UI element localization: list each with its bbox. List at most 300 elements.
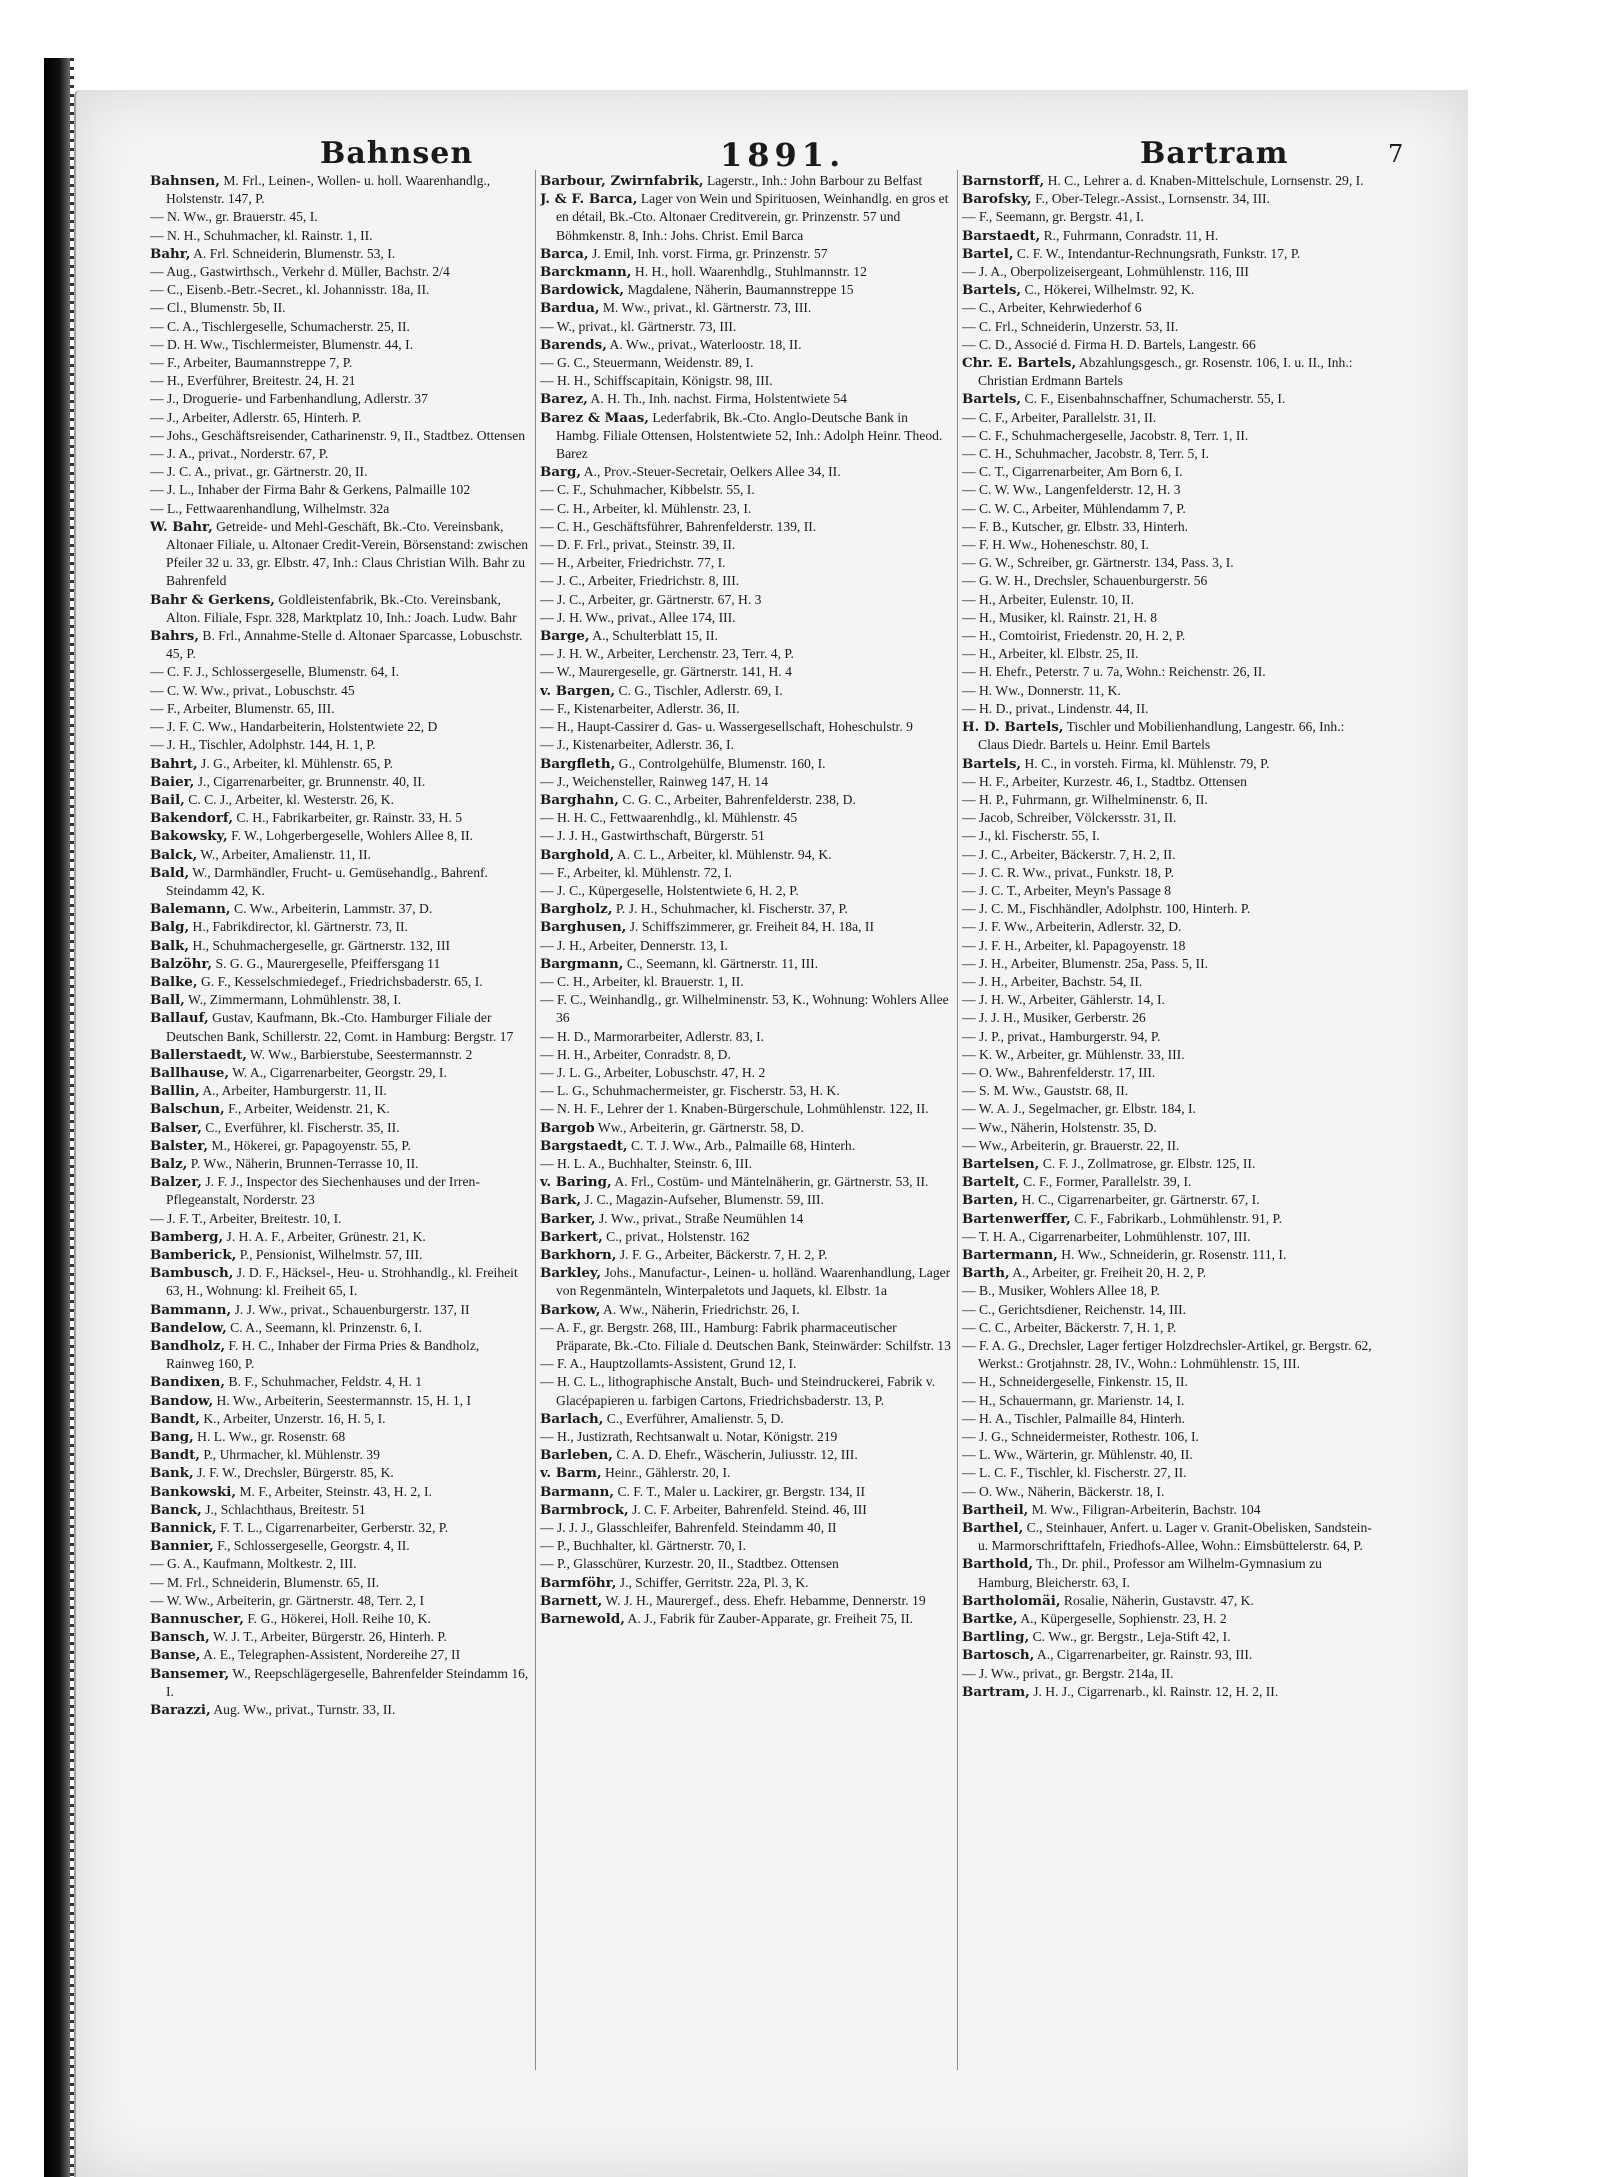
directory-entry [962, 955, 1374, 973]
directory-entry [540, 973, 952, 991]
directory-entry [540, 1119, 952, 1137]
entry-surname: Barnett, [540, 1592, 603, 1609]
directory-entry [150, 1137, 530, 1155]
entry-details: — J. G., Schneidermeister, Rothestr. 106, I. [962, 1429, 1199, 1445]
entry-details: — H., Arbeiter, kl. Elbstr. 25, II. [962, 646, 1139, 662]
directory-entry [150, 791, 530, 809]
entry-surname: Bartelsen, [962, 1155, 1040, 1172]
entry-details: — G. W., Schreiber, gr. Gärtnerstr. 134, Pass. 3, I. [962, 555, 1234, 571]
entry-surname: Balck, [150, 846, 198, 863]
entry-details: — H. A., Tischler, Palmaille 84, Hinterh. [962, 1410, 1185, 1426]
directory-entry [962, 1246, 1374, 1264]
entry-details: A. H. Th., Inh. nachst. Firma, Holstentwiete 54 [590, 391, 847, 407]
entry-details: J. Ww., privat., Straße Neumühlen 14 [599, 1210, 804, 1226]
directory-entry [150, 846, 530, 864]
directory-entry [150, 1210, 530, 1228]
directory-entry [540, 1301, 952, 1319]
entry-surname: Bartke, [962, 1611, 1018, 1628]
entry-details: — H. C. L., lithographische Anstalt, Buch- und Steindruckerei, Fabrik v. Glacépapieren u. farbigen Cartons, Friedrichsbaderstr. 13, P. [540, 1374, 936, 1408]
entry-surname: Barge, [540, 628, 590, 645]
entry-surname: Ballauf, [150, 1010, 209, 1027]
directory-entry [150, 518, 530, 591]
entry-details: — J. Ww., privat., gr. Bergstr. 214a, II. [962, 1665, 1174, 1681]
entry-surname: Bargmann, [540, 955, 624, 972]
entry-surname: Barkhorn, [540, 1246, 617, 1263]
entry-details: M., Hökerei, gr. Papagoyenstr. 55, P. [211, 1137, 411, 1153]
directory-entry [540, 190, 952, 245]
directory-entry [962, 1137, 1374, 1155]
directory-entry [962, 1173, 1374, 1191]
header-first-name: Bahnsen [320, 136, 474, 171]
entry-surname: Banck, [150, 1501, 202, 1518]
entry-details: J. F. W., Drechsler, Bürgerstr. 85, K. [197, 1465, 394, 1481]
entry-details: — J. H. W., Arbeiter, Gählerstr. 14, I. [962, 992, 1165, 1008]
directory-entry [540, 1100, 952, 1118]
directory-entry [540, 1610, 952, 1628]
entry-details: — L. G., Schuhmachermeister, gr. Fischerstr. 53, H. K. [540, 1083, 840, 1099]
directory-entry [150, 1373, 530, 1391]
directory-entry [150, 409, 530, 427]
entry-details: Aug. Ww., privat., Turnstr. 33, II. [213, 1702, 396, 1718]
entry-surname: Bahr, [150, 245, 191, 262]
entry-details: H. H., holl. Waarenhdlg., Stuhlmannstr. 12 [634, 264, 867, 280]
entry-details: — A. F., gr. Bergstr. 268, III., Hamburg: Fabrik pharmaceutischer Präparate, Bk.-Cto. Filiale d. Deutschen Bank, Steinwärder: Schilfstr. 13 [540, 1319, 951, 1353]
entry-details: — F. C., Weinhandlg., gr. Wilhelminenstr. 53, K., Wohnung: Wohlers Allee 36 [540, 992, 949, 1026]
directory-entry [540, 518, 952, 536]
directory-entry [962, 554, 1374, 572]
directory-entry [962, 281, 1374, 299]
directory-entry [150, 1665, 530, 1701]
directory-entry [150, 445, 530, 463]
entry-details: — N. Ww., gr. Brauerstr. 45, I. [150, 209, 318, 225]
directory-entry [540, 281, 952, 299]
entry-surname: Barthel, [962, 1520, 1024, 1537]
entry-details: — T. H. A., Cigarrenarbeiter, Lohmühlenstr. 107, III. [962, 1228, 1251, 1244]
directory-entry [150, 809, 530, 827]
directory-entry [150, 1064, 530, 1082]
directory-entry [150, 354, 530, 372]
directory-entry [540, 1155, 952, 1173]
directory-entry [962, 1028, 1374, 1046]
entry-surname: Barnstorff, [962, 173, 1045, 189]
directory-entry [150, 591, 530, 627]
directory-entry [962, 1555, 1374, 1591]
directory-entry [962, 536, 1374, 554]
entry-details: C. F., Eisenbahnschaffner, Schumacherstr. 55, I. [1024, 391, 1286, 407]
column-divider [957, 170, 958, 2070]
directory-entry [150, 1446, 530, 1464]
directory-entry [962, 227, 1374, 245]
directory-entry [962, 755, 1374, 773]
entry-details: Tischler und Mobilienhandlung, Langestr. 66, Inh.: Claus Diedr. Bartels u. Heinr. Emil Bartels [978, 719, 1345, 753]
directory-entry [540, 1137, 952, 1155]
entry-details: Getreide- und Mehl-Geschäft, Bk.-Cto. Vereinsbank, Altonaer Filiale, u. Altonaer Credit-Verein, Börsenstand: zwischen Pfeiler 32 u. 33, gr. Elbstr. 47, Inh.: Claus Christian Wilh. Bahr zu Bahrenfeld [166, 518, 529, 589]
entry-details: W. Ww., Barbierstube, Seestermannstr. 2 [250, 1046, 473, 1062]
entry-details: — G. A., Kaufmann, Moltkestr. 2, III. [150, 1556, 357, 1572]
entry-details: — J. J. H., Gastwirthschaft, Bürgerstr. 51 [540, 828, 765, 844]
entry-surname: Bardowick, [540, 282, 625, 299]
directory-entry [150, 1228, 530, 1246]
directory-entry [962, 208, 1374, 226]
entry-details: A., Prov.-Steuer-Secretair, Oelkers Allee 34, II. [583, 464, 841, 480]
entry-details: — K. W., Arbeiter, gr. Mühlenstr. 33, III. [962, 1046, 1185, 1062]
directory-entry [150, 1537, 530, 1555]
entry-surname: Balke, [150, 973, 198, 990]
entry-surname: Bartels, [962, 755, 1022, 772]
entry-details: A. Frl., Costüm- und Mäntelnäherin, gr. Gärtnerstr. 53, II. [614, 1174, 929, 1190]
entry-surname: Barghusen, [540, 919, 627, 936]
entry-details: — D. F. Frl., privat., Steinstr. 39, II. [540, 537, 736, 553]
entry-details: — H. L. A., Buchhalter, Steinstr. 6, III. [540, 1155, 753, 1171]
directory-entry [962, 973, 1374, 991]
directory-entry [540, 263, 952, 281]
entry-details: — J. L., Inhaber der Firma Bahr & Gerkens, Palmaille 102 [150, 482, 471, 498]
entry-details: — F., Kistenarbeiter, Adlerstr. 36, II. [540, 700, 740, 716]
directory-entry [962, 409, 1374, 427]
directory-entry [962, 700, 1374, 718]
entry-details: — L. C. F., Tischler, kl. Fischerstr. 27, II. [962, 1465, 1187, 1481]
entry-surname: Barkley, [540, 1265, 602, 1282]
directory-entry [150, 1646, 530, 1664]
directory-entry [540, 1028, 952, 1046]
entry-details: — J. F. H., Arbeiter, kl. Papagoyenstr. 18 [962, 937, 1186, 953]
entry-surname: Ballhause, [150, 1064, 230, 1081]
entry-details: — Jacob, Schreiber, Völckersstr. 31, II. [962, 810, 1177, 826]
directory-entry [962, 1610, 1374, 1628]
entry-details: P., Pensionist, Wilhelmstr. 57, III. [239, 1246, 423, 1262]
directory-entry [962, 1301, 1374, 1319]
directory-entry [150, 973, 530, 991]
entry-surname: Bandholz, [150, 1338, 226, 1354]
directory-entry [150, 1464, 530, 1482]
entry-details: C. F., Former, Parallelstr. 39, I. [1023, 1174, 1192, 1190]
directory-column-3 [962, 172, 1374, 2072]
directory-entry [540, 1555, 952, 1573]
entry-details: Johs., Manufactur-, Leinen- u. holländ. Waarenhandlung, Lager von Regenmänteln, Winterpaletots und Jaquets, kl. Elbstr. 1a [556, 1265, 951, 1299]
directory-entry [150, 1246, 530, 1264]
directory-entry [962, 1373, 1374, 1391]
entry-details: H. L. Ww., gr. Rosenstr. 68 [197, 1429, 346, 1445]
entry-details: A., Arbeiter, Hamburgerstr. 11, II. [202, 1083, 387, 1099]
entry-surname: Barmbrock, [540, 1501, 629, 1518]
entry-details: A., Arbeiter, gr. Freiheit 20, H. 2, P. [1012, 1265, 1207, 1281]
entry-details: — C. Frl., Schneiderin, Unzerstr. 53, II. [962, 318, 1179, 334]
entry-details: A. J., Fabrik für Zauber-Apparate, gr. Freiheit 75, II. [627, 1611, 914, 1627]
entry-details: C., Hökerei, Wilhelmstr. 92, K. [1024, 282, 1195, 298]
entry-details: B. F., Schuhmacher, Feldstr. 4, H. 1 [228, 1374, 423, 1390]
entry-details: C. H., Fabrikarbeiter, gr. Rainstr. 33, H. 5 [236, 810, 463, 826]
directory-entry [540, 645, 952, 663]
entry-surname: Bartermann, [962, 1246, 1058, 1263]
entry-details: M. Frl., Leinen-, Wollen- u. holl. Waarenhandlg., Holstenstr. 147, P. [166, 173, 491, 207]
entry-details: — N. H., Schuhmacher, kl. Rainstr. 1, II. [150, 227, 373, 243]
entry-details: — J. F. T., Arbeiter, Breitestr. 10, I. [150, 1210, 342, 1226]
entry-details: — W. A. J., Segelmacher, gr. Elbstr. 184, I. [962, 1101, 1196, 1117]
entry-details: — C., Arbeiter, Kehrwiederhof 6 [962, 300, 1142, 316]
entry-surname: Barlach, [540, 1410, 604, 1427]
entry-details: — H., Haupt-Cassirer d. Gas- u. Wassergesellschaft, Hoheschulstr. 9 [540, 719, 913, 735]
entry-details: — C. F., Schuhmacher, Kibbelstr. 55, I. [540, 482, 755, 498]
entry-details: — H., Arbeiter, Friedrichstr. 77, I. [540, 555, 726, 571]
entry-surname: Bahrt, [150, 755, 198, 772]
directory-entry [962, 1628, 1374, 1646]
entry-details: — C. F. J., Schlossergeselle, Blumenstr. 64, I. [150, 664, 400, 680]
entry-details: C., Everführer, Amalienstr. 5, D. [606, 1410, 784, 1426]
entry-details: — J. H., Tischler, Adolphstr. 144, H. 1, P. [150, 737, 376, 753]
entry-details: F., Schlossergeselle, Georgstr. 4, II. [217, 1538, 410, 1554]
entry-surname: Barez, [540, 391, 588, 408]
directory-entry [962, 518, 1374, 536]
entry-details: W., Darmhändler, Frucht- u. Gemüsehandlg., Bahrenf. Steindamm 42, K. [166, 864, 488, 898]
directory-entry [962, 190, 1374, 208]
directory-entry [962, 1519, 1374, 1555]
directory-entry [962, 1392, 1374, 1410]
directory-entry [962, 318, 1374, 336]
directory-entry [540, 1264, 952, 1300]
column-divider [535, 170, 536, 2070]
directory-entry [962, 1082, 1374, 1100]
entry-details: F. G., Hökerei, Holl. Reihe 10, K. [247, 1611, 431, 1627]
directory-entry [540, 372, 952, 390]
entry-surname: Bargob [540, 1119, 595, 1136]
entry-details: Th., Dr. phil., Professor am Wilhelm-Gymnasium zu Hamburg, Bleicherstr. 63, I. [978, 1556, 1322, 1590]
entry-details: J. H. J., Cigarrenarb., kl. Rainstr. 12, H. 2, II. [1033, 1683, 1279, 1699]
entry-details: M. F., Arbeiter, Steinstr. 43, H. 2, I. [239, 1483, 432, 1499]
directory-entry [962, 390, 1374, 408]
directory-entry [150, 463, 530, 481]
entry-details: — H., Schauermann, gr. Marienstr. 14, I. [962, 1392, 1185, 1408]
entry-details: — S. M. Ww., Gauststr. 68, II. [962, 1083, 1129, 1099]
entry-surname: Bartels, [962, 282, 1022, 299]
directory-entry [540, 1574, 952, 1592]
entry-surname: J. & F. Barca, [540, 191, 638, 208]
entry-details: — F., Arbeiter, Blumenstr. 65, III. [150, 700, 335, 716]
directory-entry [150, 1046, 530, 1064]
directory-entry [962, 299, 1374, 317]
entry-surname: Bargstaedt, [540, 1137, 628, 1154]
directory-entry [540, 991, 952, 1027]
directory-entry [150, 1610, 530, 1628]
entry-surname: Balster, [150, 1137, 209, 1154]
directory-entry [962, 882, 1374, 900]
entry-details: — J. A., privat., Norderstr. 67, P. [150, 446, 329, 462]
entry-surname: Balzöhr, [150, 955, 213, 972]
entry-details: — J. C. R. Ww., privat., Funkstr. 18, P. [962, 864, 1174, 880]
directory-entry [540, 736, 952, 754]
entry-details: — C. W. Ww., privat., Lobuschstr. 45 [150, 682, 355, 698]
entry-details: R., Fuhrmann, Conradstr. 11, H. [1043, 227, 1219, 243]
entry-details: H. C., Lehrer a. d. Knaben-Mittelschule, Lornsenstr. 29, I. [1047, 173, 1364, 188]
directory-entry [150, 1701, 530, 1719]
entry-details: — H. Ww., Donnerstr. 11, K. [962, 682, 1121, 698]
entry-details: P. Ww., Näherin, Brunnen-Terrasse 10, II. [190, 1155, 419, 1171]
directory-entry [962, 791, 1374, 809]
entry-details: C. A., Seemann, kl. Prinzenstr. 6, I. [230, 1319, 422, 1335]
entry-details: — H. H. C., Fettwaarenhdlg., kl. Mühlenstr. 45 [540, 810, 798, 826]
entry-surname: Balschun, [150, 1101, 225, 1118]
entry-details: — J. P., privat., Hamburgerstr. 94, P. [962, 1028, 1161, 1044]
entry-surname: Bark, [540, 1192, 581, 1209]
directory-entry [962, 827, 1374, 845]
entry-surname: Bahrs, [150, 628, 199, 645]
directory-entry [962, 172, 1374, 190]
entry-details: — O. Ww., Näherin, Bäckerstr. 18, I. [962, 1483, 1165, 1499]
directory-entry [540, 809, 952, 827]
entry-surname: W. Bahr, [150, 518, 213, 535]
entry-surname: Barth, [962, 1265, 1010, 1282]
directory-entry [540, 1537, 952, 1555]
entry-surname: Bansch, [150, 1629, 210, 1646]
entry-surname: Balser, [150, 1119, 202, 1136]
directory-entry [150, 1628, 530, 1646]
directory-column-1 [150, 172, 530, 2072]
entry-surname: Barstaedt, [962, 227, 1041, 244]
directory-entry [150, 1592, 530, 1610]
directory-entry [962, 263, 1374, 281]
directory-entry [540, 554, 952, 572]
entry-details: — H., Everführer, Breitestr. 24, H. 21 [150, 373, 356, 389]
entry-details: — J. F. Ww., Arbeiterin, Adlerstr. 32, D. [962, 919, 1182, 935]
directory-entry [150, 827, 530, 845]
entry-details: — J. C. A., privat., gr. Gärtnerstr. 20, II. [150, 464, 368, 480]
entry-surname: Barleben, [540, 1447, 613, 1464]
directory-entry [540, 500, 952, 518]
directory-entry [150, 1301, 530, 1319]
entry-details: J. G., Arbeiter, kl. Mühlenstr. 65, P. [201, 755, 394, 771]
directory-entry [540, 463, 952, 481]
entry-surname: Chr. E. Bartels, [962, 355, 1077, 372]
directory-entry [150, 955, 530, 973]
directory-entry [540, 882, 952, 900]
entry-details: W. J. H., Maurergef., dess. Ehefr. Hebamme, Dennerstr. 19 [605, 1592, 926, 1608]
directory-entry [150, 1009, 530, 1045]
directory-entry [540, 1410, 952, 1428]
directory-entry [962, 1410, 1374, 1428]
directory-entry [540, 609, 952, 627]
directory-entry [962, 1646, 1374, 1664]
directory-entry [150, 372, 530, 390]
entry-surname: Bandt, [150, 1447, 200, 1464]
directory-column-2 [540, 172, 952, 2072]
entry-details: J. D. F., Häcksel-, Heu- u. Strohhandlg., kl. Freiheit 63, H., Wohnung: kl. Freiheit 65, I. [166, 1265, 518, 1299]
directory-entry [150, 918, 530, 936]
entry-details: A. Ww., privat., Waterloostr. 18, II. [609, 336, 802, 352]
entry-details: Lager von Wein und Spirituosen, Weinhandlg. en gros et en détail, Bk.-Cto. Altonaer Creditverein, gr. Prinzenstr. 57 und Böhmkenstr. 8, Inh.: Johs. Christ. Emil Barca [556, 191, 949, 243]
entry-details: Magdalene, Näherin, Baumannstreppe 15 [627, 282, 854, 298]
entry-details: F. T. L., Cigarrenarbeiter, Gerberstr. 32, P. [220, 1520, 449, 1536]
entry-details: — O. Ww., Bahrenfelderstr. 17, III. [962, 1064, 1156, 1080]
directory-entry [150, 1501, 530, 1519]
directory-entry [540, 1319, 952, 1355]
directory-entry [150, 1264, 530, 1300]
entry-details: C., privat., Holstenstr. 162 [606, 1228, 750, 1244]
directory-entry [150, 390, 530, 408]
entry-details: — C. W. C., Arbeiter, Mühlendamm 7, P. [962, 500, 1186, 516]
directory-entry [540, 1446, 952, 1464]
directory-entry [540, 663, 952, 681]
entry-surname: Balg, [150, 919, 190, 936]
entry-surname: Ball, [150, 992, 185, 1009]
directory-entry [540, 1464, 952, 1482]
directory-entry [962, 591, 1374, 609]
entry-details: — H., Schneidergeselle, Finkenstr. 15, II. [962, 1374, 1188, 1390]
directory-entry [150, 736, 530, 754]
entry-details: H., Schuhmachergeselle, gr. Gärtnerstr. 132, III [192, 937, 451, 953]
directory-entry [540, 937, 952, 955]
entry-surname: Bail, [150, 791, 185, 808]
directory-entry [150, 1100, 530, 1118]
entry-details: — G. C., Steuermann, Weidenstr. 89, I. [540, 355, 754, 371]
entry-details: J. J. Ww., privat., Schauenburgerstr. 137, II [234, 1301, 470, 1317]
directory-entry [962, 937, 1374, 955]
entry-details: C. G. C., Arbeiter, Bahrenfelderstr. 238, D. [622, 791, 856, 807]
entry-details: — C. D., Associé d. Firma H. D. Bartels, Langestr. 66 [962, 336, 1256, 352]
directory-entry [540, 336, 952, 354]
entry-details: Gustav, Kaufmann, Bk.-Cto. Hamburger Filiale der Deutschen Bank, Schillerstr. 22, Comt. in Hamburg: Bergstr. 17 [166, 1010, 514, 1044]
entry-surname: Bannuscher, [150, 1611, 244, 1628]
entry-surname: Barends, [540, 336, 607, 353]
entry-details: — F., Seemann, gr. Bergstr. 41, I. [962, 209, 1144, 225]
entry-details: — C. C., Arbeiter, Bäckerstr. 7, H. 1, P. [962, 1319, 1177, 1335]
directory-entry [150, 1483, 530, 1501]
entry-details: — C., Eisenb.-Betr.-Secret., kl. Johannisstr. 18a, II. [150, 282, 430, 298]
directory-entry [962, 1009, 1374, 1027]
entry-details: — H. Ehefr., Peterstr. 7 u. 7a, Wohn.: Reichenstr. 26, II. [962, 664, 1266, 680]
entry-surname: Bammann, [150, 1301, 232, 1318]
entry-details: M. Ww., privat., kl. Gärtnerstr. 73, III. [602, 300, 812, 316]
entry-details: Goldleistenfabrik, Bk.-Cto. Vereinsbank, Alton. Filiale, Fspr. 328, Marktplatz 10, Inh.: Joach. Ludw. Bahr [166, 591, 517, 625]
directory-entry [150, 1082, 530, 1100]
entry-surname: Barkert, [540, 1228, 603, 1245]
entry-details: J. H. A. F., Arbeiter, Grünestr. 21, K. [226, 1228, 426, 1244]
entry-details: Lederfabrik, Bk.-Cto. Anglo-Deutsche Bank in Hambg. Filiale Ottensen, Holstentwiete 52, Inh.: Adolph Heinr. Theod. Barez [556, 409, 943, 462]
directory-entry [540, 245, 952, 263]
entry-details: — J., Arbeiter, Adlerstr. 65, Hinterh. P. [150, 409, 362, 425]
entry-surname: Bambusch, [150, 1265, 234, 1282]
entry-details: K., Arbeiter, Unzerstr. 16, H. 5, I. [203, 1410, 386, 1426]
entry-details: — Ww., Näherin, Holstenstr. 35, D. [962, 1119, 1157, 1135]
directory-entry [150, 1574, 530, 1592]
entry-details: — C. A., Tischlergeselle, Schumacherstr. 25, II. [150, 318, 410, 334]
directory-entry [540, 1046, 952, 1064]
entry-surname: Bartelt, [962, 1174, 1020, 1191]
entry-details: A., Cigarrenarbeiter, gr. Rainstr. 93, III. [1036, 1647, 1253, 1663]
entry-details: F., Arbeiter, Weidenstr. 21, K. [228, 1101, 390, 1117]
entry-details: C. A. D. Ehefr., Wäscherin, Juliusstr. 12, III. [616, 1447, 858, 1463]
directory-entry [150, 481, 530, 499]
entry-details: B. Frl., Annahme-Stelle d. Altonaer Sparcasse, Lobuschstr. 45, P. [166, 628, 523, 662]
entry-surname: Bandelow, [150, 1319, 227, 1336]
entry-details: H. Ww., Arbeiterin, Seestermannstr. 15, H. 1, I [216, 1392, 471, 1408]
entry-details: — Ww., Arbeiterin, gr. Brauerstr. 22, II. [962, 1137, 1180, 1153]
entry-details: — B., Musiker, Wohlers Allee 18, P. [962, 1283, 1160, 1299]
directory-entry [150, 500, 530, 518]
directory-entry [150, 1392, 530, 1410]
directory-entry [150, 1319, 530, 1337]
entry-details: — C. W. Ww., Langenfelderstr. 12, H. 3 [962, 482, 1181, 498]
entry-surname: Bargfleth, [540, 755, 616, 772]
directory-entry [540, 1173, 952, 1191]
entry-details: — H. H., Schiffscapitain, Königstr. 98, III. [540, 373, 773, 389]
entry-details: J. Emil, Inh. vorst. Firma, gr. Prinzenstr. 57 [591, 245, 828, 261]
entry-details: — J. C., Arbeiter, Bäckerstr. 7, H. 2, II. [962, 846, 1176, 862]
entry-details: — H. D., privat., Lindenstr. 44, II. [962, 700, 1149, 716]
entry-surname: Bannick, [150, 1520, 217, 1537]
entry-surname: Bankowski, [150, 1483, 237, 1500]
entry-details: — G. W. H., Drechsler, Schauenburgerstr. 56 [962, 573, 1208, 589]
entry-details: — H., Arbeiter, Eulenstr. 10, II. [962, 591, 1134, 607]
entry-details: Abzahlungsgesch., gr. Rosenstr. 106, I. u. II., Inh.: Christian Erdmann Bartels [978, 355, 1353, 389]
